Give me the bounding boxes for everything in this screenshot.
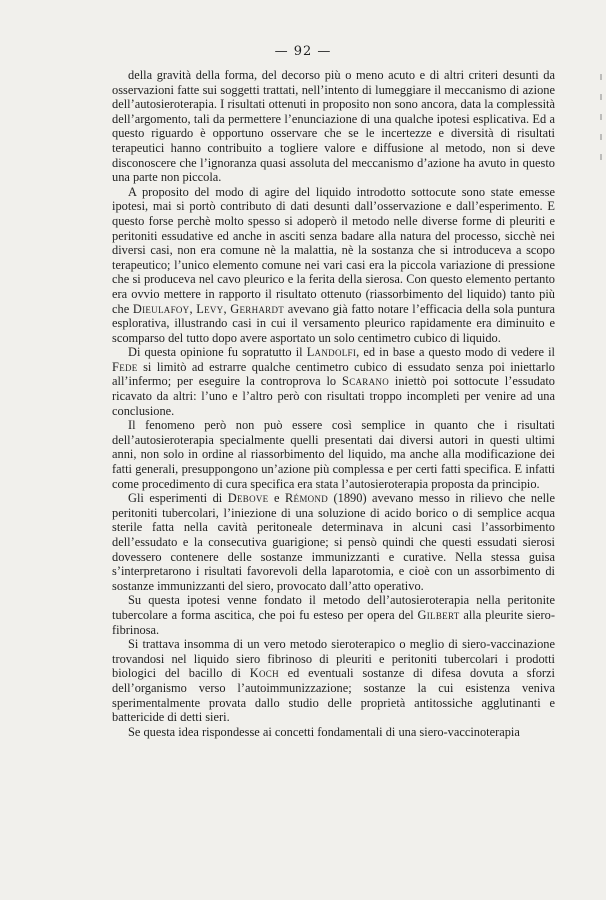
author-name: Debove: [227, 491, 269, 506]
author-name: Dieulafoy: [132, 301, 190, 316]
author-name: Gilbert: [417, 607, 460, 622]
paragraph: della gravità della forma, del decorso più o meno acuto e di altri criteri desunti da osservazioni fatte sui soggetti trattati, nell’intento di lumeggiare il meccanismo di azione dell’autosieroterapia. I risultati ottenuti in proposito non sono ancora, data la complessità dell’argomento, tali da permettere l’enunciazione di una qualche ipotesi esplicativa. Ed a questo riguardo è opportuno osservare che se le incertezze e diversità di risultati terapeutici hanno contribuito a togliere valore e diffusione al metodo, non si deve disconoscere che l’ignoranza quasi assoluta del meccanismo d’azione ha avuto in questo una parte non piccola.: [112, 68, 555, 185]
body-text: [112, 68, 555, 739]
paragraph: Se questa idea rispondesse ai concetti fondamentali di una siero-vaccinoterapia: [128, 724, 520, 739]
paragraph: Il fenomeno però non può essere così semplice in quanto che i risultati dell’autosieroterapia specialmente quelli presentati dai diversi autori in questi ultimi anni, non solo in ordine al riassorbimento del liquido, ma anche alla modificazione dei fatti generali, presuppongono un’azione più complessa e per certi fatti specifica. E infatti come procedimento di cura specifica era stata l’autosieroterapia proposta da principio.: [112, 418, 555, 491]
scan-edge-marks: [598, 60, 604, 220]
author-name: Gerhardt: [230, 301, 285, 316]
author-name: Scarano: [342, 374, 390, 389]
paragraph: A proposito del modo di agire del liquido introdotto sottocute sono state emesse ipotesi, mai si portò contributo di dati desunti dall’osservazione e dall’esperimento. E questo forse perchè molto spesso si adoperò il metodo nelle diverse forme di pleuriti e peritoniti essudative ed anche in asciti senza badare alla natura del processo, sicchè nei diversi casi, non era comune nè la malattia, nè la sostanza che si introduceva a scopo terapeutico; l’unico elemento comune nei vari casi era la piccola variazione di pressione che si produceva nel cavo pleurico e la ferita della sierosa. Con questo elemento pertanto era ovvio mettere in rapporto il risultato ottenuto (riassorbimento del liquido) tanto più che Dieulafoy, Levy, Gerhardt avevano già fatto notare l’efficacia della sola puntura esplorativa, illustrando casi in cui il versamento pleurico rapidamente era diminuito e scomparso del tutto dopo avere asportato un solo centimetro cubico di liquido.: [112, 184, 556, 345]
author-name: Landolfi: [306, 345, 357, 360]
paragraph: Di questa opinione fu sopratutto il Landolfi, ed in base a questo modo di vedere il Fede si limitò ad estrarre qualche centimetro cubico di essudato senza poi iniettarlo all’infermo; per eseguire la controprova lo Scarano iniettò poi sottocute l’essudato ricavato da altri: l’uno e l’altro però con risultati troppo incompleti per venire ad una conclusione.: [112, 345, 556, 418]
paragraph: Si trattava insomma di un vero metodo sieroterapico o meglio di siero-vaccinazione trovandosi nel liquido siero fibrinoso di pleuriti e peritoniti tubercolari i prodotti biologici del bacillo di Koch ed eventuali sostanze di difesa dovuta a sforzi dell’organismo verso l’autoimmunizzazione; sostanze la cui esistenza veniva sperimentalmente provata dallo studio delle proprietà antitossiche agglutinanti e battericide di detti sieri.: [112, 637, 555, 725]
page-number: — 92 —: [274, 44, 332, 59]
author-name: Fede: [112, 359, 138, 374]
paragraph: Gli esperimenti di Debove e Rémond (1890) avevano messo in rilievo che nelle peritoniti tubercolari, l’iniezione di una soluzione di acido borico o di semplice acqua sterile fatta nella cavità peritoneale determinava in alcuni casi l’assorbimento dell’essudato e la consecutiva guarigione; si pensò quindi che questi essudati sierosi dovessero contenere delle sostanze immunizzanti e curative. Nella stessa guisa s’interpretarono i risultati favorevoli della laparotomia, e cioè con un assorbimento di sostanze immunizzanti del siero, provocato dall’atto operativo.: [112, 491, 555, 593]
author-name: Rémond: [284, 491, 329, 506]
author-name: Koch: [249, 666, 279, 681]
paragraph: Su questa ipotesi venne fondato il metodo dell’autosieroterapia nella peritonite tubercolare a forma ascitica, che poi fu esteso per opera del Gilbert alla pleurite siero-fibrinosa.: [112, 593, 556, 637]
author-name: Levy: [196, 301, 224, 316]
